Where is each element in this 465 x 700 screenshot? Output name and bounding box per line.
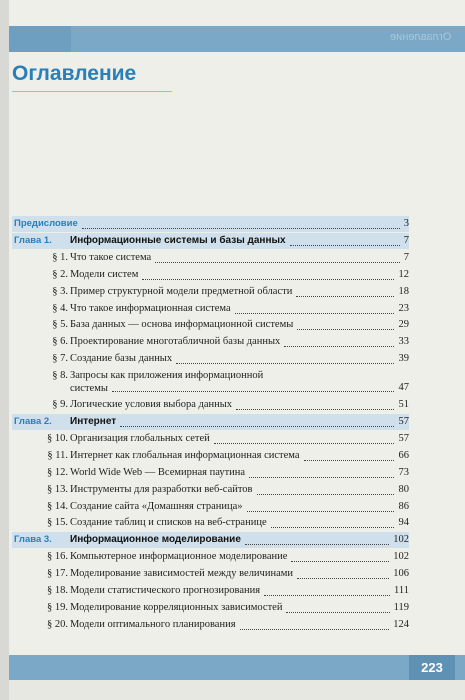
header-accent-block [9,26,71,52]
page-ref: 3 [403,218,409,229]
section-title: World Wide Web — Всемирная паутина [70,466,246,478]
page-ref: 119 [393,601,409,613]
chapter-label: Глава 2. [14,416,52,427]
page-ref: 39 [398,353,409,365]
page-ref: 29 [398,319,409,331]
section-title: База данных — основа информационной системы [70,319,294,331]
toc-section-row[interactable] [12,368,409,396]
page-ref: 33 [398,336,409,348]
toc-section-row[interactable] [12,267,409,283]
section-number: § 15. [47,517,68,529]
section-number: § 16. [47,551,68,563]
section-number: § 17. [47,568,68,580]
section-title: Логические условия выбора данных [70,399,233,411]
toc-section-row[interactable] [12,284,409,300]
dot-leader [142,278,394,280]
dot-leader [176,362,394,364]
page-ref: 94 [398,517,409,529]
section-title: Пример структурной модели предметной области [70,285,293,297]
toc-section-row[interactable] [12,465,409,481]
toc-preface-row[interactable] [12,216,409,232]
toc-section-row[interactable] [12,351,409,367]
dot-leader [112,390,394,392]
section-title: Модели статистического прогнозирования [70,585,261,596]
toc-section-row[interactable] [12,617,409,633]
toc-chapter-row[interactable] [12,414,409,430]
dot-leader [236,408,394,410]
section-title: Моделирование корреляционных зависимостей [70,601,283,613]
page-ref: 47 [398,382,409,394]
page-ref: 111 [394,585,409,596]
section-number: § 11. [47,449,68,461]
chapter-title: Информационное моделирование [70,534,241,546]
section-title: Организация глобальных сетей [70,432,210,444]
section-title: Создание таблиц и списков на веб-странице [70,517,267,529]
page-ref: 12 [398,268,409,280]
dot-leader [257,493,394,495]
section-title: Создание сайта «Домашняя страница» [70,500,243,512]
section-title: Модели оптимального планирования [70,618,236,630]
toc-section-row[interactable] [12,482,409,498]
section-title: Модели систем [70,268,139,280]
section-number: § 14. [47,500,68,512]
toc-section-row[interactable] [12,549,409,565]
dot-leader [120,425,394,427]
running-header-bar [9,26,465,52]
page-ref: 80 [398,483,409,495]
section-title: Что такое информационная система [70,302,231,314]
page-ref: 106 [393,568,409,580]
dot-leader [304,459,394,461]
bottom-margin [9,680,465,700]
dot-leader [155,261,400,263]
title-underline [12,91,172,92]
page-ref: 102 [393,534,409,546]
section-number: § 4. [52,302,68,314]
section-title: Что такое система [70,251,152,263]
section-number: § 1. [52,251,68,263]
footer-bar [9,655,465,680]
dot-leader [249,476,394,478]
section-number: § 10. [47,432,68,444]
dot-leader [286,611,390,613]
page-ref: 23 [398,302,409,314]
section-number: § 2. [52,268,68,280]
toc-section-row[interactable] [12,431,409,447]
toc-section-row[interactable] [12,499,409,515]
section-number: § 8. [52,370,68,382]
page-ref: 124 [393,618,409,630]
dot-leader [82,227,400,229]
section-number: § 7. [52,353,68,365]
section-number: § 19. [47,601,68,613]
page-ref: 57 [398,416,409,427]
toc-section-row[interactable] [12,250,409,266]
page-ref: 18 [398,285,409,297]
dot-leader [290,244,400,246]
chapter-label: Глава 1. [14,234,52,246]
section-number: § 9. [52,399,68,411]
section-title: Интернет как глобальная информационная система [70,449,300,461]
dot-leader [235,312,394,314]
section-title: Проектирование многотабличной базы данных [70,336,281,348]
toc-section-row[interactable] [12,583,409,599]
dot-leader [264,594,390,596]
section-number: § 20. [47,618,68,630]
dot-leader [247,510,394,512]
toc-chapter-row[interactable] [12,233,409,249]
toc-chapter-row[interactable] [12,532,409,548]
section-number: § 5. [52,319,68,331]
toc-section-row[interactable] [12,397,409,413]
dot-leader [291,560,389,562]
toc-section-row[interactable] [12,334,409,350]
dot-leader [297,328,394,330]
section-title: Моделирование зависимостей между величинами [70,568,293,580]
section-number: § 6. [52,336,68,348]
section-number: § 3. [52,285,68,297]
section-title: Создание базы данных [70,353,173,365]
page-number: 223 [409,655,455,680]
page-gutter [0,0,9,700]
section-number: § 18. [47,585,68,596]
dot-leader [297,577,389,579]
toc-section-row[interactable] [12,301,409,317]
section-title-line-2: системы [70,383,108,395]
section-title: Компьютерное информационное моделирование [70,551,288,563]
dot-leader [284,345,394,347]
toc-section-row[interactable] [12,600,409,616]
dot-leader [240,628,389,630]
dot-leader [245,543,389,545]
page-ref: 73 [398,466,409,478]
page-title: Оглавление [12,62,137,85]
preface-label: Предисловие [14,218,78,229]
dot-leader [271,526,394,528]
page-ref: 66 [398,449,409,461]
section-number: § 12. [47,466,68,478]
page-ref: 86 [398,500,409,512]
page-ref: 57 [398,432,409,444]
toc-section-row[interactable] [12,566,409,582]
toc-section-row[interactable] [12,515,409,531]
chapter-title: Интернет [70,416,117,427]
toc-section-row[interactable] [12,448,409,464]
page-ref: 51 [398,399,409,411]
running-header-label: Оглавление [389,31,451,43]
dot-leader [214,442,394,444]
page-ref: 102 [393,551,409,563]
dot-leader [296,295,394,297]
chapter-label: Глава 3. [14,534,52,546]
section-number: § 13. [47,483,68,495]
page-ref: 7 [403,234,409,246]
page-ref: 7 [403,251,409,263]
section-title: Инструменты для разработки веб-сайтов [70,483,253,495]
toc-section-row[interactable] [12,317,409,333]
chapter-title: Информационные системы и базы данных [70,234,286,246]
section-title-line-1: Запросы как приложения информационной [70,370,264,382]
